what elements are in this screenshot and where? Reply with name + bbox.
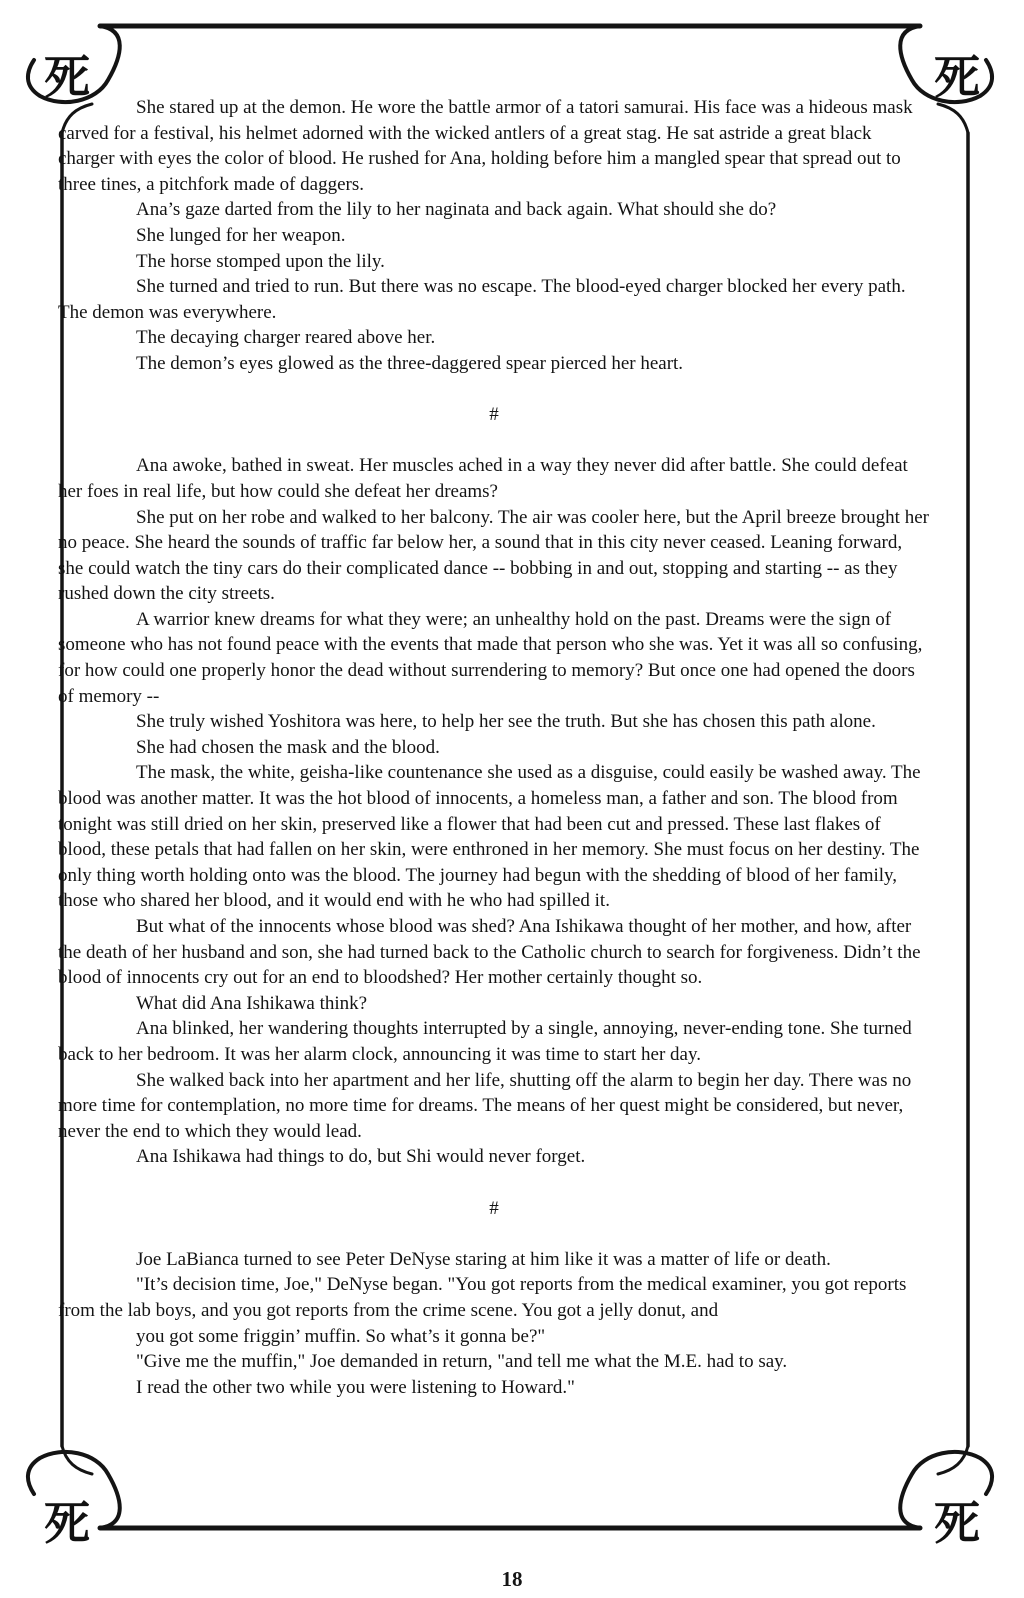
paragraph: A warrior knew dreams for what they were; an unhealthy hold on the past. Dreams were the sign of someone who has not found peace with the events that made that person who she was. Yet it was all so confusing, for how could one properly honor the dead without surrendering to memory? But once one had opened the doors of memory -- xyxy=(58,608,923,707)
paragraph: Joe LaBianca turned to see Peter DeNyse staring at him like it was a matter of life or death. xyxy=(136,1248,831,1270)
paragraph: She stared up at the demon. He wore the battle armor of a tatori samurai. His face was a hideous mask carved for a festival, his helmet adorned with the wicked antlers of a great stag. He sat astride a great black charger with eyes the color of blood. He rushed for Ana, holding before him a mangled spear that spread out to three tines, a pitchfork made of daggers. xyxy=(58,97,913,195)
paragraph: The mask, the white, geisha-like countenance she used as a disguise, could easily be washed away. The blood was another matter. It was the hot blood of innocents, a homeless man, a father and son. The blood from tonight was still dried on her skin, preserved like a flower that had been cut and pressed. These last flakes of blood, these petals that had fallen on her skin, were enthroned in her memory. She must focus on her destiny. The only thing worth holding onto was the blood. The journey had begun with the shedding of blood of her family, those who shared her blood, and it would end with he who had spilled it. xyxy=(58,762,921,912)
paragraph: Ana Ishikawa had things to do, but Shi would never forget. xyxy=(136,1146,586,1168)
paragraph: The demon’s eyes glowed as the three-daggered spear pierced her heart. xyxy=(136,352,684,374)
paragraph: She put on her robe and walked to her balcony. The air was cooler here, but the April breeze brought her no peace. She heard the sounds of traffic far below her, a sound that in this city never ceased. Leaning forward, she could watch the tiny cars do their complicated dance -- bobbing in and out, stopping and starting -- as they rushed down the city streets. xyxy=(58,506,929,605)
paragraph: Ana awoke, bathed in sweat. Her muscles ached in a way they never did after battle. She could defeat her foes in real life, but how could she defeat her dreams? xyxy=(58,455,908,502)
story-text-column xyxy=(58,95,930,1400)
paragraph: She walked back into her apartment and her life, shutting off the alarm to begin her day. There was no more time for contemplation, no more time for dreams. The means of her quest might be considered, but never, never the end to which they would lead. xyxy=(58,1069,912,1142)
paragraph: Ana’s gaze darted from the lily to her naginata and back again. What should she do? xyxy=(136,199,777,221)
paragraph: She turned and tried to run. But there was no escape. The blood-eyed charger blocked her every path. The demon was everywhere. xyxy=(58,276,906,323)
paragraph: She had chosen the mask and the blood. xyxy=(136,736,440,758)
paragraph: She lunged for her weapon. xyxy=(136,224,346,246)
death-kanji-top-left: 死 xyxy=(44,50,90,104)
death-kanji-bottom-left: 死 xyxy=(44,1496,90,1550)
paragraph: The horse stomped upon the lily. xyxy=(136,250,385,272)
paragraph: She truly wished Yoshitora was here, to help her see the truth. But she has chosen this path alone. xyxy=(136,711,876,733)
paragraph: What did Ana Ishikawa think? xyxy=(136,992,368,1014)
paragraph: "It’s decision time, Joe," DeNyse began. "You got reports from the medical examiner, you got reports from the lab boys, and you got reports from the crime scene. You got a jelly donut, and xyxy=(58,1274,907,1321)
paragraph-continuation: you got some friggin’ muffin. So what’s it gonna be?" xyxy=(136,1325,546,1347)
paragraph: "Give me the muffin," Joe demanded in return, "and tell me what the M.E. had to say. xyxy=(136,1351,788,1373)
paragraph-continuation: I read the other two while you were listening to Howard." xyxy=(136,1376,575,1398)
death-kanji-top-right: 死 xyxy=(934,50,980,104)
paragraph: The decaying charger reared above her. xyxy=(136,327,436,349)
death-kanji-bottom-right: 死 xyxy=(934,1496,980,1550)
scene-break: # xyxy=(489,1197,499,1219)
paragraph: But what of the innocents whose blood was shed? Ana Ishikawa thought of her mother, and how, after the death of her husband and son, she had turned back to the Catholic church to search for forgiveness. Didn’t the blood of innocents cry out for an end to bloodshed? Her mother certainly thought so. xyxy=(58,916,921,989)
page-number: 18 xyxy=(501,1567,523,1591)
paragraph: Ana blinked, her wandering thoughts interrupted by a single, annoying, never-ending tone. She turned back to her bedroom. It was her alarm clock, announcing it was time to start her day. xyxy=(58,1018,912,1065)
scene-break: # xyxy=(489,404,499,426)
